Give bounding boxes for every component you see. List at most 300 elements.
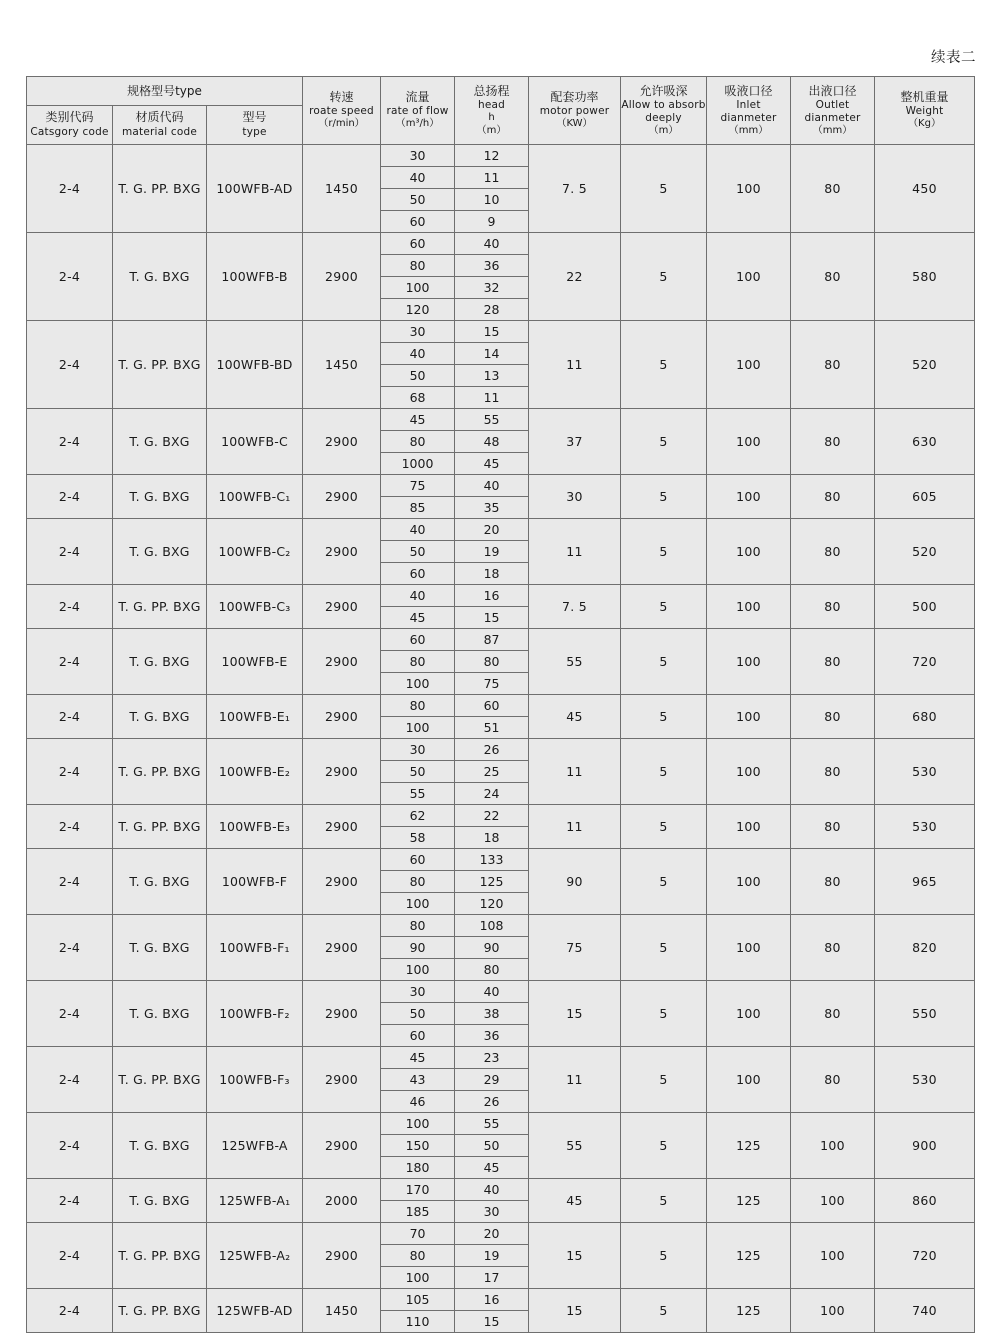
cell-outlet-diameter: 80	[791, 849, 875, 915]
cell-weight: 530	[875, 739, 975, 805]
header-model-en: type	[242, 125, 267, 138]
cell-suction-depth: 5	[621, 915, 707, 981]
cell-head: 38	[455, 1003, 529, 1025]
cell-material: T. G. BXG	[113, 981, 207, 1047]
cell-flow: 30	[381, 321, 455, 343]
cell-weight: 500	[875, 585, 975, 629]
cell-suction-depth: 5	[621, 805, 707, 849]
cell-head: 25	[455, 761, 529, 783]
cell-head: 133	[455, 849, 529, 871]
header-suction-en: Allow to absorb deeply	[621, 98, 706, 124]
cell-head: 80	[455, 651, 529, 673]
cell-material: T. G. BXG	[113, 409, 207, 475]
cell-flow: 100	[381, 277, 455, 299]
cell-category: 2-4	[27, 849, 113, 915]
cell-inlet-diameter: 100	[707, 1047, 791, 1113]
header-weight-unit: （Kg）	[908, 118, 941, 130]
cell-flow: 30	[381, 981, 455, 1003]
cell-head: 108	[455, 915, 529, 937]
cell-category: 2-4	[27, 1289, 113, 1333]
header-outlet	[791, 77, 875, 145]
cell-head: 35	[455, 497, 529, 519]
cell-head: 55	[455, 409, 529, 431]
cell-power: 55	[529, 629, 621, 695]
cell-inlet-diameter: 100	[707, 915, 791, 981]
cell-suction-depth: 5	[621, 321, 707, 409]
cell-flow: 100	[381, 959, 455, 981]
cell-flow: 50	[381, 761, 455, 783]
cell-suction-depth: 5	[621, 1047, 707, 1113]
header-power-unit: （KW）	[556, 118, 593, 130]
cell-material: T. G. BXG	[113, 915, 207, 981]
cell-inlet-diameter: 100	[707, 145, 791, 233]
header-model-cn: 型号	[242, 110, 267, 125]
table-header	[27, 77, 975, 145]
header-head	[455, 77, 529, 145]
table-row	[27, 1223, 975, 1245]
header-head-symbol: h	[488, 112, 495, 124]
header-power-cn: 配套功率	[550, 90, 599, 105]
header-head-en: head	[478, 98, 506, 111]
cell-suction-depth: 5	[621, 1223, 707, 1289]
cell-outlet-diameter: 80	[791, 409, 875, 475]
cell-category: 2-4	[27, 585, 113, 629]
cell-model: 100WFB-F	[207, 849, 303, 915]
cell-model: 100WFB-BD	[207, 321, 303, 409]
table-row	[27, 739, 975, 761]
cell-speed: 1450	[303, 1289, 381, 1333]
header-outlet-en: Outlet dianmeter	[804, 98, 861, 124]
cell-weight: 530	[875, 1047, 975, 1113]
cell-category: 2-4	[27, 145, 113, 233]
cell-power: 15	[529, 1289, 621, 1333]
cell-suction-depth: 5	[621, 1113, 707, 1179]
header-power	[529, 77, 621, 145]
cell-category: 2-4	[27, 519, 113, 585]
cell-flow: 60	[381, 211, 455, 233]
cell-flow: 30	[381, 145, 455, 167]
cell-model: 100WFB-B	[207, 233, 303, 321]
cell-flow: 45	[381, 607, 455, 629]
cell-head: 18	[455, 827, 529, 849]
header-category	[27, 106, 113, 145]
cell-flow: 185	[381, 1201, 455, 1223]
cell-flow: 60	[381, 563, 455, 585]
cell-model: 100WFB-AD	[207, 145, 303, 233]
cell-flow: 45	[381, 409, 455, 431]
cell-material: T. G. PP. BXG	[113, 585, 207, 629]
cell-material: T. G. PP. BXG	[113, 1047, 207, 1113]
cell-head: 125	[455, 871, 529, 893]
cell-model: 125WFB-A₁	[207, 1179, 303, 1223]
cell-power: 37	[529, 409, 621, 475]
cell-flow: 100	[381, 717, 455, 739]
cell-head: 50	[455, 1135, 529, 1157]
cell-head: 29	[455, 1069, 529, 1091]
cell-head: 17	[455, 1267, 529, 1289]
cell-flow: 50	[381, 1003, 455, 1025]
cell-speed: 2900	[303, 409, 381, 475]
cell-category: 2-4	[27, 233, 113, 321]
header-inlet	[707, 77, 791, 145]
cell-inlet-diameter: 100	[707, 805, 791, 849]
cell-flow: 105	[381, 1289, 455, 1311]
cell-material: T. G. BXG	[113, 519, 207, 585]
cell-flow: 80	[381, 695, 455, 717]
cell-flow: 80	[381, 871, 455, 893]
cell-outlet-diameter: 80	[791, 739, 875, 805]
table-row	[27, 805, 975, 827]
cell-model: 100WFB-F₂	[207, 981, 303, 1047]
cell-outlet-diameter: 80	[791, 695, 875, 739]
cell-head: 23	[455, 1047, 529, 1069]
cell-head: 11	[455, 167, 529, 189]
header-head-cn: 总扬程	[473, 83, 510, 98]
cell-head: 32	[455, 277, 529, 299]
cell-outlet-diameter: 80	[791, 321, 875, 409]
cell-flow: 40	[381, 585, 455, 607]
cell-flow: 110	[381, 1311, 455, 1333]
header-material-cn: 材质代码	[135, 110, 184, 125]
cell-category: 2-4	[27, 1113, 113, 1179]
cell-head: 45	[455, 1157, 529, 1179]
header-inlet-en: Inlet dianmeter	[720, 98, 777, 124]
cell-material: T. G. BXG	[113, 233, 207, 321]
cell-outlet-diameter: 100	[791, 1223, 875, 1289]
cell-head: 15	[455, 321, 529, 343]
cell-material: T. G. BXG	[113, 695, 207, 739]
cell-flow: 100	[381, 1267, 455, 1289]
header-head-unit: （m）	[476, 124, 507, 136]
cell-category: 2-4	[27, 1179, 113, 1223]
table-row	[27, 321, 975, 343]
cell-inlet-diameter: 100	[707, 321, 791, 409]
cell-outlet-diameter: 100	[791, 1289, 875, 1333]
cell-flow: 75	[381, 475, 455, 497]
cell-category: 2-4	[27, 409, 113, 475]
cell-material: T. G. BXG	[113, 1179, 207, 1223]
header-category-en: Catsgory code	[30, 125, 109, 138]
table-row	[27, 475, 975, 497]
cell-flow: 80	[381, 255, 455, 277]
cell-model: 125WFB-A	[207, 1113, 303, 1179]
cell-flow: 80	[381, 431, 455, 453]
cell-flow: 100	[381, 1113, 455, 1135]
table-row	[27, 629, 975, 651]
cell-inlet-diameter: 100	[707, 739, 791, 805]
cell-inlet-diameter: 125	[707, 1179, 791, 1223]
cell-category: 2-4	[27, 1223, 113, 1289]
cell-power: 11	[529, 1047, 621, 1113]
cell-model: 100WFB-F₁	[207, 915, 303, 981]
cell-flow: 43	[381, 1069, 455, 1091]
cell-head: 20	[455, 519, 529, 541]
cell-outlet-diameter: 80	[791, 145, 875, 233]
header-power-en: motor power	[539, 105, 610, 118]
cell-flow: 40	[381, 343, 455, 365]
cell-head: 15	[455, 1311, 529, 1333]
cell-category: 2-4	[27, 321, 113, 409]
cell-outlet-diameter: 80	[791, 519, 875, 585]
cell-head: 28	[455, 299, 529, 321]
cell-head: 26	[455, 739, 529, 761]
table-row	[27, 409, 975, 431]
cell-inlet-diameter: 125	[707, 1113, 791, 1179]
header-flow-cn: 流量	[405, 90, 430, 105]
cell-head: 19	[455, 1245, 529, 1267]
cell-flow: 180	[381, 1157, 455, 1179]
cell-category: 2-4	[27, 805, 113, 849]
cell-head: 48	[455, 431, 529, 453]
cell-model: 100WFB-E₁	[207, 695, 303, 739]
cell-flow: 120	[381, 299, 455, 321]
cell-suction-depth: 5	[621, 629, 707, 695]
cell-outlet-diameter: 80	[791, 805, 875, 849]
cell-flow: 50	[381, 365, 455, 387]
cell-speed: 2900	[303, 475, 381, 519]
cell-head: 15	[455, 607, 529, 629]
table-row	[27, 1047, 975, 1069]
cell-flow: 46	[381, 1091, 455, 1113]
cell-flow: 150	[381, 1135, 455, 1157]
cell-head: 22	[455, 805, 529, 827]
cell-speed: 2900	[303, 695, 381, 739]
cell-suction-depth: 5	[621, 695, 707, 739]
cell-head: 40	[455, 233, 529, 255]
cell-suction-depth: 5	[621, 145, 707, 233]
cell-speed: 2900	[303, 233, 381, 321]
cell-model: 100WFB-E₂	[207, 739, 303, 805]
table-header-row-top	[27, 77, 975, 106]
cell-power: 11	[529, 321, 621, 409]
cell-power: 7. 5	[529, 145, 621, 233]
cell-head: 87	[455, 629, 529, 651]
cell-speed: 2900	[303, 1113, 381, 1179]
cell-category: 2-4	[27, 915, 113, 981]
header-suction-cn: 允许吸深	[639, 83, 688, 98]
table-row	[27, 981, 975, 1003]
cell-flow: 170	[381, 1179, 455, 1201]
cell-power: 45	[529, 1179, 621, 1223]
cell-power: 15	[529, 1223, 621, 1289]
cell-head: 51	[455, 717, 529, 739]
cell-material: T. G. BXG	[113, 1113, 207, 1179]
cell-flow: 60	[381, 849, 455, 871]
cell-weight: 720	[875, 1223, 975, 1289]
header-outlet-cn: 出液口径	[808, 83, 857, 98]
cell-head: 75	[455, 673, 529, 695]
cell-material: T. G. PP. BXG	[113, 145, 207, 233]
cell-weight: 520	[875, 519, 975, 585]
cell-material: T. G. PP. BXG	[113, 1289, 207, 1333]
cell-speed: 2900	[303, 1047, 381, 1113]
cell-weight: 860	[875, 1179, 975, 1223]
cell-flow: 100	[381, 673, 455, 695]
cell-flow: 40	[381, 519, 455, 541]
header-weight-en: Weight	[905, 105, 944, 118]
cell-suction-depth: 5	[621, 739, 707, 805]
cell-category: 2-4	[27, 475, 113, 519]
cell-power: 11	[529, 739, 621, 805]
cell-flow: 60	[381, 233, 455, 255]
header-spec-type-label: 规格型号type	[127, 84, 202, 98]
cell-category: 2-4	[27, 629, 113, 695]
cell-flow: 58	[381, 827, 455, 849]
cell-weight: 450	[875, 145, 975, 233]
cell-flow: 60	[381, 1025, 455, 1047]
cell-power: 7. 5	[529, 585, 621, 629]
cell-head: 55	[455, 1113, 529, 1135]
cell-head: 36	[455, 1025, 529, 1047]
cell-speed: 1450	[303, 145, 381, 233]
header-weight	[875, 77, 975, 145]
cell-flow: 62	[381, 805, 455, 827]
table-row	[27, 233, 975, 255]
cell-outlet-diameter: 80	[791, 1047, 875, 1113]
cell-inlet-diameter: 100	[707, 585, 791, 629]
table-row	[27, 145, 975, 167]
cell-head: 18	[455, 563, 529, 585]
cell-outlet-diameter: 100	[791, 1113, 875, 1179]
cell-head: 36	[455, 255, 529, 277]
table-row	[27, 849, 975, 871]
cell-outlet-diameter: 100	[791, 1179, 875, 1223]
cell-model: 100WFB-F₃	[207, 1047, 303, 1113]
cell-head: 11	[455, 387, 529, 409]
header-material	[113, 106, 207, 145]
cell-outlet-diameter: 80	[791, 585, 875, 629]
cell-inlet-diameter: 100	[707, 519, 791, 585]
cell-flow: 40	[381, 167, 455, 189]
cell-weight: 550	[875, 981, 975, 1047]
cell-head: 40	[455, 475, 529, 497]
cell-suction-depth: 5	[621, 1289, 707, 1333]
cell-speed: 2900	[303, 585, 381, 629]
cell-speed: 2900	[303, 915, 381, 981]
cell-inlet-diameter: 100	[707, 849, 791, 915]
cell-weight: 530	[875, 805, 975, 849]
cell-model: 100WFB-C	[207, 409, 303, 475]
cell-weight: 630	[875, 409, 975, 475]
cell-head: 10	[455, 189, 529, 211]
cell-speed: 2900	[303, 739, 381, 805]
cell-speed: 2900	[303, 849, 381, 915]
cell-inlet-diameter: 100	[707, 233, 791, 321]
cell-power: 55	[529, 1113, 621, 1179]
header-material-en: material code	[121, 125, 198, 138]
cell-head: 40	[455, 981, 529, 1003]
header-flow-en: rate of flow	[386, 105, 449, 118]
table-row	[27, 1113, 975, 1135]
cell-head: 19	[455, 541, 529, 563]
cell-model: 100WFB-E₃	[207, 805, 303, 849]
cell-suction-depth: 5	[621, 409, 707, 475]
cell-weight: 580	[875, 233, 975, 321]
header-inlet-cn: 吸液口径	[724, 83, 773, 98]
cell-power: 22	[529, 233, 621, 321]
cell-suction-depth: 5	[621, 585, 707, 629]
cell-flow: 80	[381, 651, 455, 673]
cell-flow: 68	[381, 387, 455, 409]
cell-material: T. G. BXG	[113, 849, 207, 915]
cell-head: 14	[455, 343, 529, 365]
cell-head: 16	[455, 585, 529, 607]
cell-suction-depth: 5	[621, 475, 707, 519]
header-flow-unit: （m³/h）	[395, 118, 440, 130]
cell-head: 26	[455, 1091, 529, 1113]
cell-head: 20	[455, 1223, 529, 1245]
cell-flow: 80	[381, 1245, 455, 1267]
cell-speed: 2000	[303, 1179, 381, 1223]
cell-flow: 30	[381, 739, 455, 761]
cell-outlet-diameter: 80	[791, 233, 875, 321]
cell-power: 11	[529, 519, 621, 585]
cell-weight: 720	[875, 629, 975, 695]
cell-weight: 820	[875, 915, 975, 981]
cell-head: 9	[455, 211, 529, 233]
cell-head: 90	[455, 937, 529, 959]
table-row	[27, 1179, 975, 1201]
cell-weight: 900	[875, 1113, 975, 1179]
cell-outlet-diameter: 80	[791, 981, 875, 1047]
cell-model: 100WFB-E	[207, 629, 303, 695]
cell-outlet-diameter: 80	[791, 475, 875, 519]
cell-flow: 50	[381, 189, 455, 211]
cell-head: 120	[455, 893, 529, 915]
cell-material: T. G. PP. BXG	[113, 1223, 207, 1289]
header-speed-en: roate speed	[309, 105, 374, 118]
cell-weight: 965	[875, 849, 975, 915]
cell-head: 16	[455, 1289, 529, 1311]
header-flow	[381, 77, 455, 145]
cell-suction-depth: 5	[621, 849, 707, 915]
cell-material: T. G. BXG	[113, 629, 207, 695]
cell-category: 2-4	[27, 695, 113, 739]
specification-table	[26, 76, 975, 1333]
cell-speed: 2900	[303, 981, 381, 1047]
cell-inlet-diameter: 125	[707, 1289, 791, 1333]
table-row	[27, 519, 975, 541]
cell-inlet-diameter: 100	[707, 629, 791, 695]
cell-model: 125WFB-AD	[207, 1289, 303, 1333]
cell-speed: 1450	[303, 321, 381, 409]
cell-category: 2-4	[27, 981, 113, 1047]
cell-power: 90	[529, 849, 621, 915]
header-speed-cn: 转速	[329, 90, 354, 105]
cell-power: 45	[529, 695, 621, 739]
cell-speed: 2900	[303, 805, 381, 849]
cell-inlet-diameter: 100	[707, 475, 791, 519]
cell-category: 2-4	[27, 739, 113, 805]
cell-power: 75	[529, 915, 621, 981]
cell-head: 12	[455, 145, 529, 167]
table-row	[27, 915, 975, 937]
cell-inlet-diameter: 125	[707, 1223, 791, 1289]
table-row	[27, 695, 975, 717]
cell-suction-depth: 5	[621, 1179, 707, 1223]
header-suction-unit: （m）	[648, 124, 679, 136]
cell-head: 40	[455, 1179, 529, 1201]
cell-flow: 70	[381, 1223, 455, 1245]
cell-flow: 90	[381, 937, 455, 959]
cell-head: 80	[455, 959, 529, 981]
header-speed	[303, 77, 381, 145]
cell-inlet-diameter: 100	[707, 981, 791, 1047]
cell-material: T. G. BXG	[113, 475, 207, 519]
cell-head: 30	[455, 1201, 529, 1223]
table-body	[27, 145, 975, 1333]
cell-material: T. G. PP. BXG	[113, 321, 207, 409]
